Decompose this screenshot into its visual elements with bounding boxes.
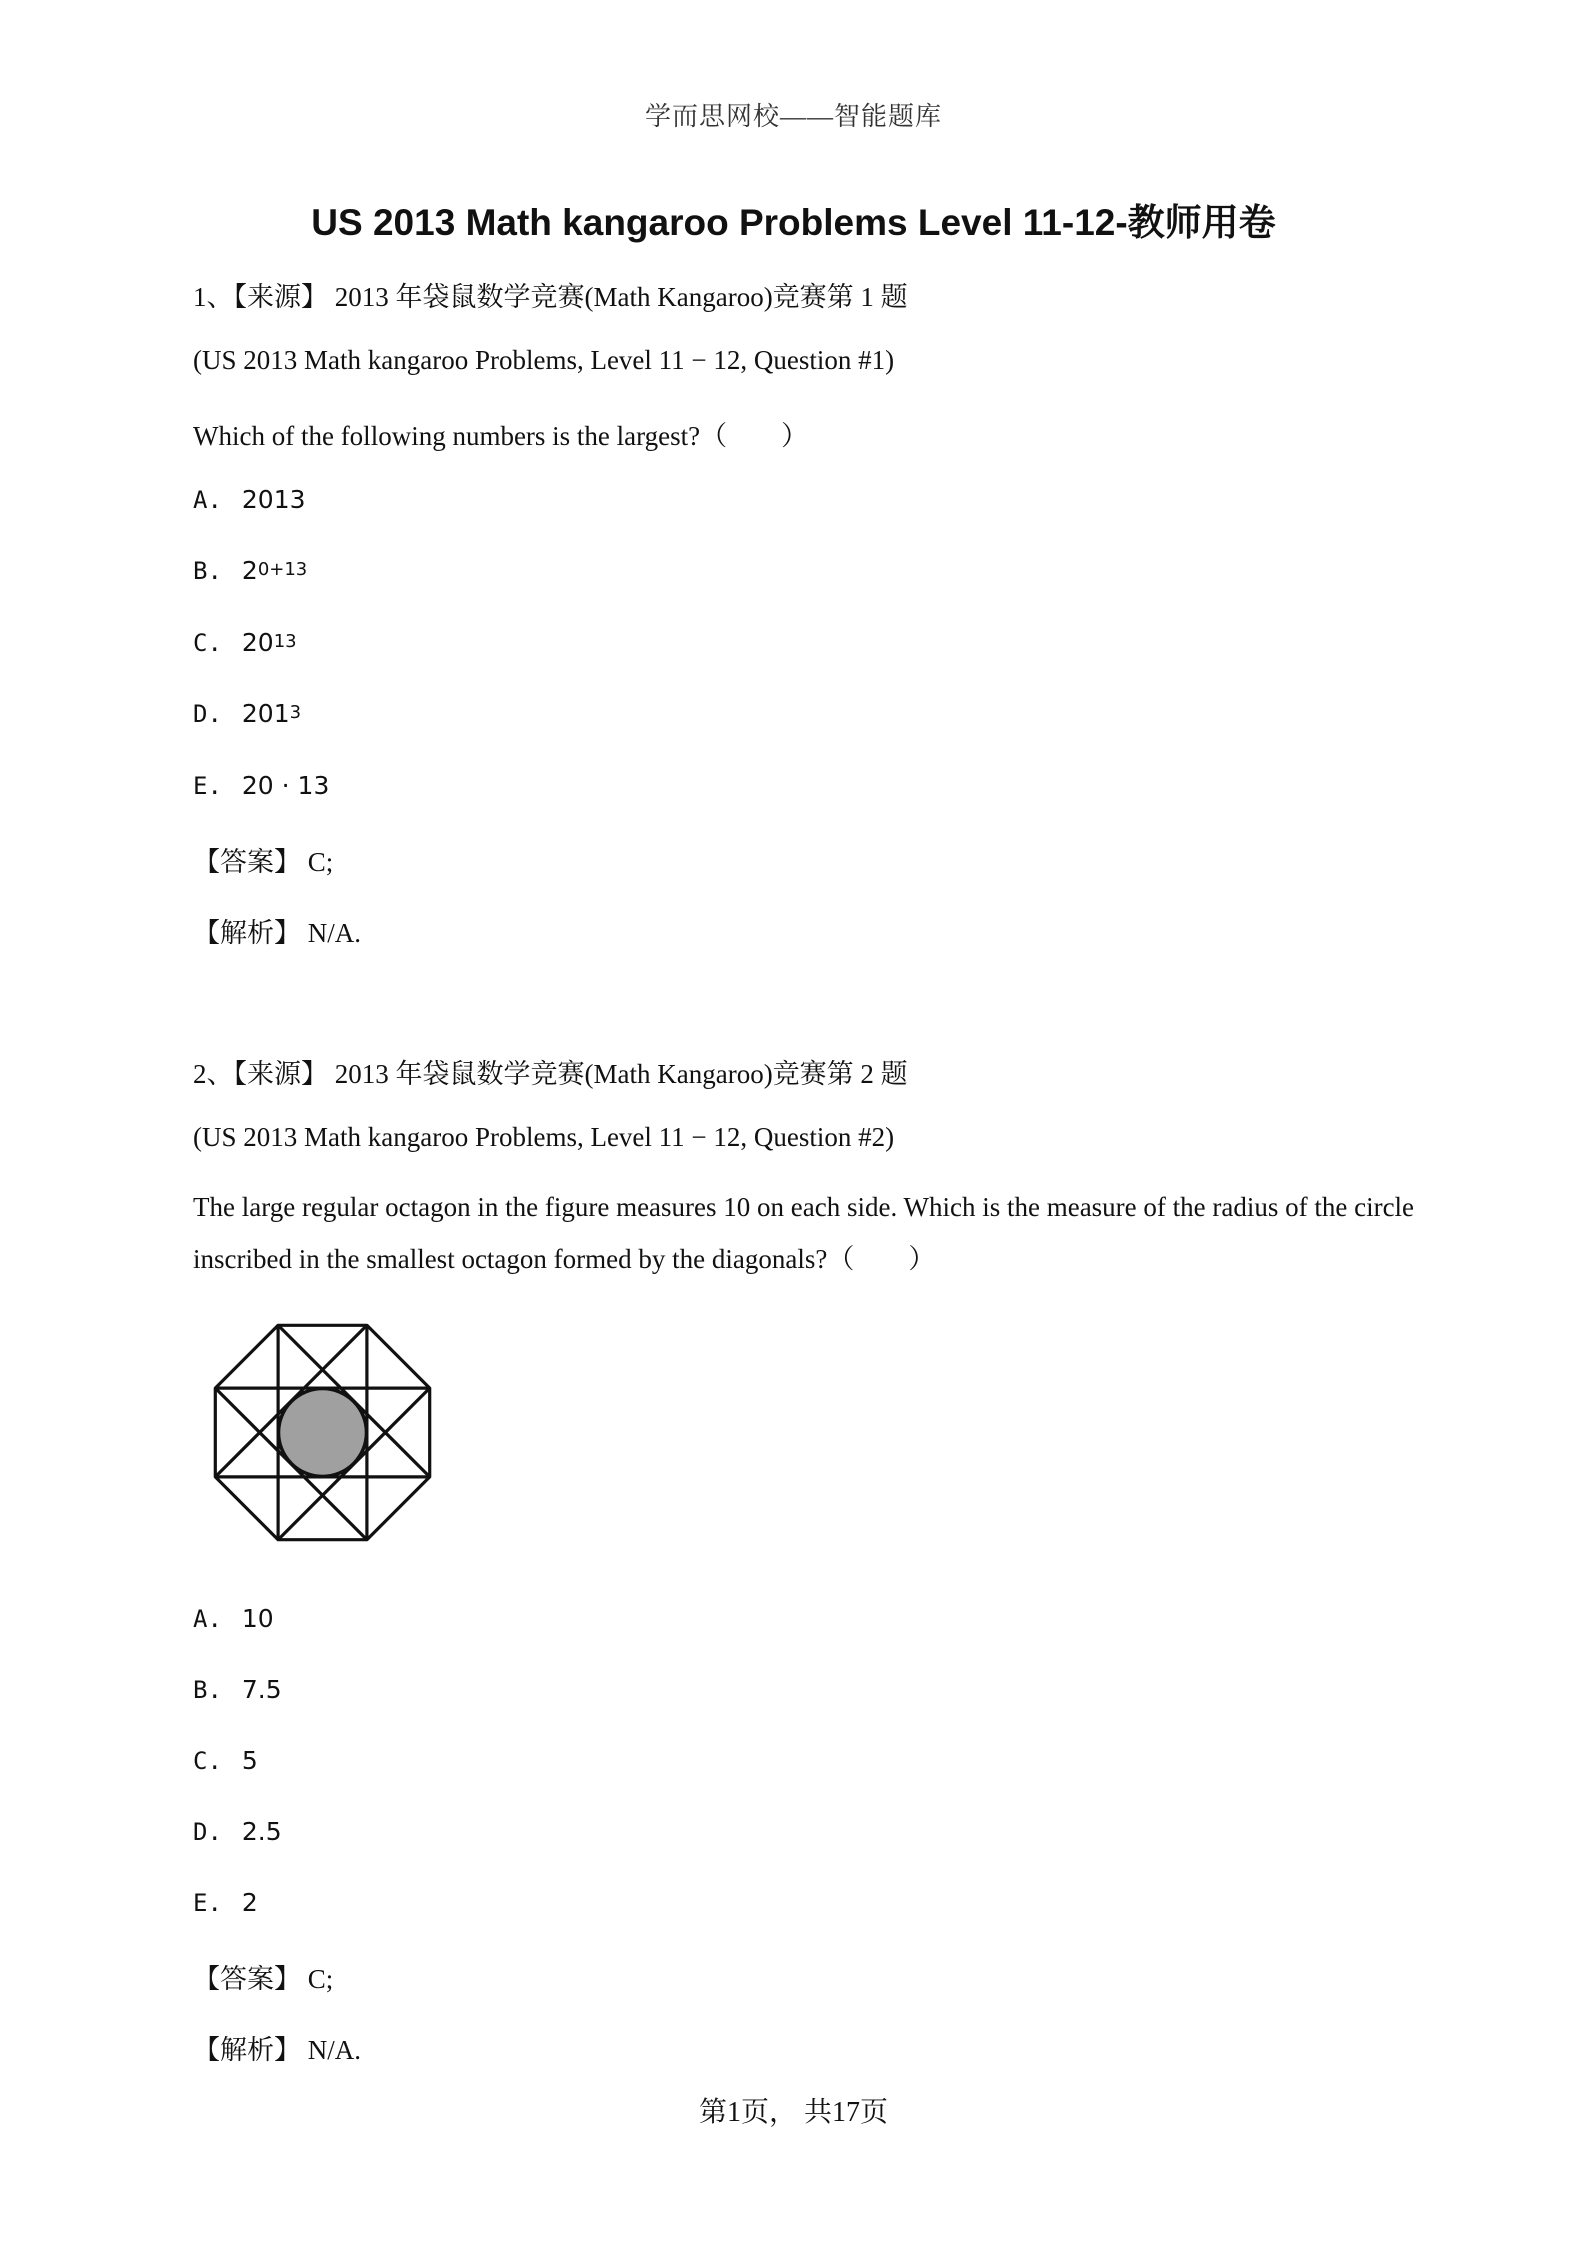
- q1-option-a: [193, 484, 306, 515]
- q2-option-a: [193, 1603, 274, 1634]
- q2-option-c: [193, 1745, 258, 1776]
- q2-option-b: [193, 1674, 282, 1705]
- option-letter: D.: [193, 700, 222, 728]
- q2-prompt: The large regular octagon in the figure measures 10 on each side. Which is the measure of the radius of the circle inscribed in the smallest octagon formed by the diagonals?（ ）: [193, 1192, 1415, 1274]
- option-value: 5: [241, 1746, 258, 1775]
- q1-source-line: 1、【来源】 2013 年袋鼠数学竞赛(Math Kangaroo)竞赛第 1 题: [193, 282, 908, 312]
- q2-answer: 【答案】 C;: [193, 1964, 334, 1994]
- q1-option-c: [193, 627, 297, 658]
- q1-option-b: [193, 555, 307, 586]
- page-header: 学而思网校——智能题库: [644, 102, 942, 131]
- q2-source-line: 2、【来源】 2013 年袋鼠数学竞赛(Math Kangaroo)竞赛第 2 题: [193, 1059, 908, 1089]
- option-exponent: 3: [289, 702, 302, 723]
- option-letter: A.: [193, 1605, 222, 1633]
- option-letter: B.: [193, 557, 222, 585]
- option-value: 7.5: [241, 1675, 282, 1704]
- option-base: 2: [241, 556, 258, 585]
- q1-reference-line: (US 2013 Math kangaroo Problems, Level 11 − 12, Question #1): [193, 345, 895, 375]
- page-footer: 第1页， 共17页: [698, 2097, 888, 2128]
- option-value: 2: [241, 1888, 258, 1917]
- option-value: 2.5: [241, 1817, 282, 1846]
- option-letter: C.: [193, 629, 222, 657]
- q1-option-d: [193, 698, 301, 729]
- option-exponent: 0+13: [257, 559, 308, 580]
- option-letter: B.: [193, 1676, 222, 1704]
- option-value: 10: [241, 1604, 274, 1633]
- inscribed-circle: [279, 1389, 367, 1477]
- q2-option-d: [193, 1816, 282, 1847]
- option-value: 20 · 13: [241, 771, 330, 800]
- option-letter: C.: [193, 1747, 222, 1775]
- option-letter: E.: [193, 1889, 222, 1917]
- q1-option-e: [193, 770, 329, 801]
- octagon-figure: [200, 1310, 445, 1555]
- option-base: 201: [241, 699, 290, 728]
- option-letter: D.: [193, 1818, 222, 1846]
- q2-analysis: 【解析】 N/A.: [193, 2035, 361, 2065]
- q1-prompt: Which of the following numbers is the largest?（ ）: [193, 421, 809, 451]
- option-letter: E.: [193, 772, 222, 800]
- option-letter: A.: [193, 486, 222, 514]
- q1-analysis: 【解析】 N/A.: [193, 918, 361, 948]
- option-exponent: 13: [273, 631, 297, 652]
- q2-reference-line: (US 2013 Math kangaroo Problems, Level 11 − 12, Question #2): [193, 1122, 895, 1152]
- document-title: US 2013 Math kangaroo Problems Level 11-12-教师用卷: [311, 202, 1276, 243]
- q2-option-e: [193, 1887, 258, 1918]
- q1-answer: 【答案】 C;: [193, 847, 334, 877]
- option-value: 2013: [241, 485, 306, 514]
- option-base: 20: [241, 628, 274, 657]
